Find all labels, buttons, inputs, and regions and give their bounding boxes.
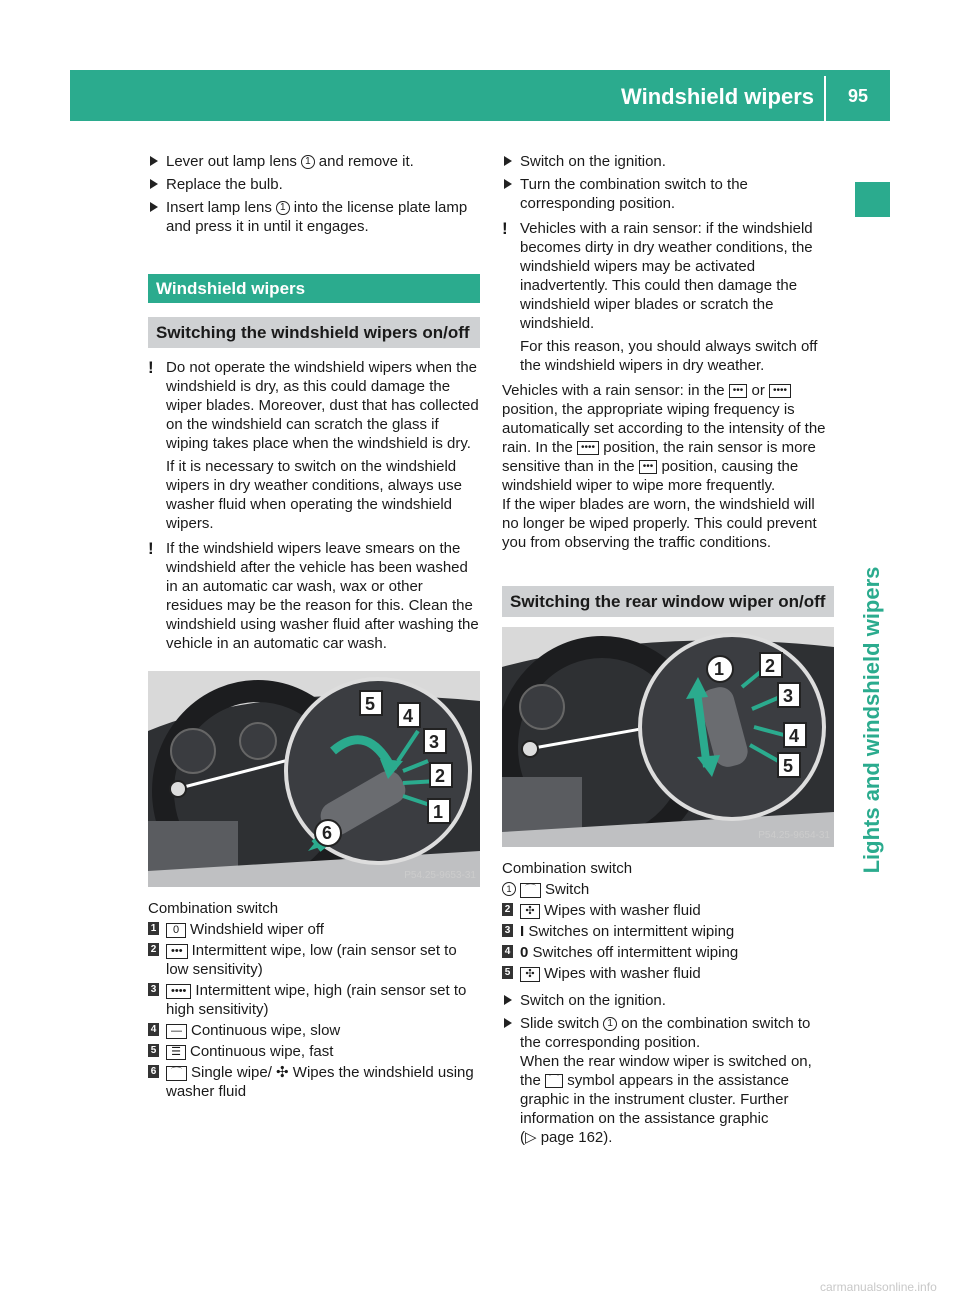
image-code: P54.25-9653-31	[404, 870, 476, 881]
legend-item: 3 I Switches on intermittent wiping	[502, 922, 834, 941]
svg-text:1: 1	[714, 659, 725, 679]
svg-text:2: 2	[765, 656, 776, 676]
svg-text:4: 4	[403, 706, 414, 726]
svg-text:3: 3	[429, 732, 440, 752]
subsection-heading: Switching the rear window wiper on/off	[502, 586, 834, 617]
bullet-item: Turn the combination switch to the corresponding position.	[502, 175, 834, 213]
legend-item: 3 •••• Intermittent wipe, high (rain sensor set to high sensitivity)	[148, 981, 480, 1019]
svg-text:1: 1	[433, 802, 444, 822]
page-number: 95	[847, 86, 868, 106]
figure-caption: Combination switch	[148, 900, 279, 917]
svg-text:5: 5	[783, 756, 794, 776]
svg-text:4: 4	[789, 726, 800, 746]
section-heading: Windshield wipers	[148, 274, 480, 303]
paragraph: Vehicles with a rain sensor: in the ••• or •••• position, the appropriate wiping frequency is automatically set according to the intensity of the rain. In the •••• position, the rain sensor is more sensitive than in the ••• position, causing the windshield wiper to wipe more frequently.	[502, 382, 826, 494]
legend-item: 2 ✣ Wipes with washer fluid	[502, 901, 834, 920]
figure-caption: Combination switch	[502, 860, 633, 877]
warning-icon: !	[148, 539, 154, 558]
legend-item: 5 ✣ Wipes with washer fluid	[502, 964, 834, 983]
bullet-item: Lever out lamp lens 1 and remove it.	[148, 152, 480, 171]
svg-text:5: 5	[365, 694, 376, 714]
paragraph: If the wiper blades are worn, the windshield will no longer be wiped properly. This could prevent you from observing the traffic conditions.	[502, 496, 817, 551]
header-separator	[824, 76, 826, 121]
site-watermark: carmanualsonline.info	[820, 1280, 937, 1294]
svg-text:6: 6	[322, 823, 333, 843]
legend-item: 4 0 Switches off intermittent wiping	[502, 943, 834, 962]
header-title: Windshield wipers	[621, 84, 814, 109]
page-reference[interactable]: (▷ page 162).	[520, 1129, 613, 1146]
legend-item: 6 ⌒ Single wipe/ ✣ Wipes the windshield using washer fluid	[148, 1063, 480, 1101]
subsection-heading: Switching the windshield wipers on/off	[148, 317, 480, 348]
legend-item: 1 0 Windshield wiper off	[148, 920, 480, 939]
page-header	[70, 70, 890, 121]
bullet-item: Switch on the ignition.	[502, 991, 834, 1010]
svg-text:2: 2	[435, 766, 446, 786]
legend-item: 4 — Continuous wipe, slow	[148, 1021, 480, 1040]
rear-wiper-switch-photo	[502, 627, 834, 847]
combination-switch-photo	[148, 671, 480, 887]
svg-text:3: 3	[783, 686, 794, 706]
image-code: P54.25-9654-31	[758, 830, 830, 841]
legend-item: 1 ⌒ Switch	[502, 880, 834, 899]
warning-note: ! Vehicles with a rain sensor: if the windshield becomes dirty in dry weather conditions, the windshield wipers may be activated inadvertently. This could then damage the windshield wiper blades or scratch the windshield. For this reason, you should always switch off the windshield wipers in dry weather.	[502, 219, 818, 374]
bullet-item: Slide switch 1 on the combination switch to the corresponding position. When the rear window wiper is switched on, the ⌒ symbol appears in the assistance graphic in the instrument cluster. Further information on the assistance graphic (▷ page 162).	[502, 1014, 834, 1147]
bullet-item: Insert lamp lens 1 into the license plate lamp and press it in until it engages.	[148, 198, 480, 236]
warning-icon: !	[148, 358, 154, 377]
warning-note: ! If the windshield wipers leave smears on the windshield after the vehicle has been washed in an automatic car wash, wax or other residues may be the reason for this. Clean the windshield using washer fluid after washing the vehicle in an automatic car wash.	[148, 539, 479, 652]
warning-icon: !	[502, 219, 508, 238]
bullet-item: Switch on the ignition.	[502, 152, 834, 171]
left-column	[148, 152, 480, 1103]
legend-item: 2 ••• Intermittent wipe, low (rain sensor set to low sensitivity)	[148, 941, 480, 979]
legend-item: 5 ☰ Continuous wipe, fast	[148, 1042, 480, 1061]
chapter-label: Lights and windshield wipers	[859, 566, 884, 874]
bullet-item: Replace the bulb.	[148, 175, 480, 194]
chapter-tab	[855, 182, 890, 217]
warning-note: ! Do not operate the windshield wipers when the windshield is dry, as this could damage the wiper blades. Moreover, dust that has collected on the windshield can scratch the glass if wiping takes place when the windshield is dry. If it is necessary to switch on the windshield wipers in dry weather conditions, always use washer fluid when operating the windshield wipers.	[148, 358, 479, 532]
right-column	[502, 152, 834, 1151]
